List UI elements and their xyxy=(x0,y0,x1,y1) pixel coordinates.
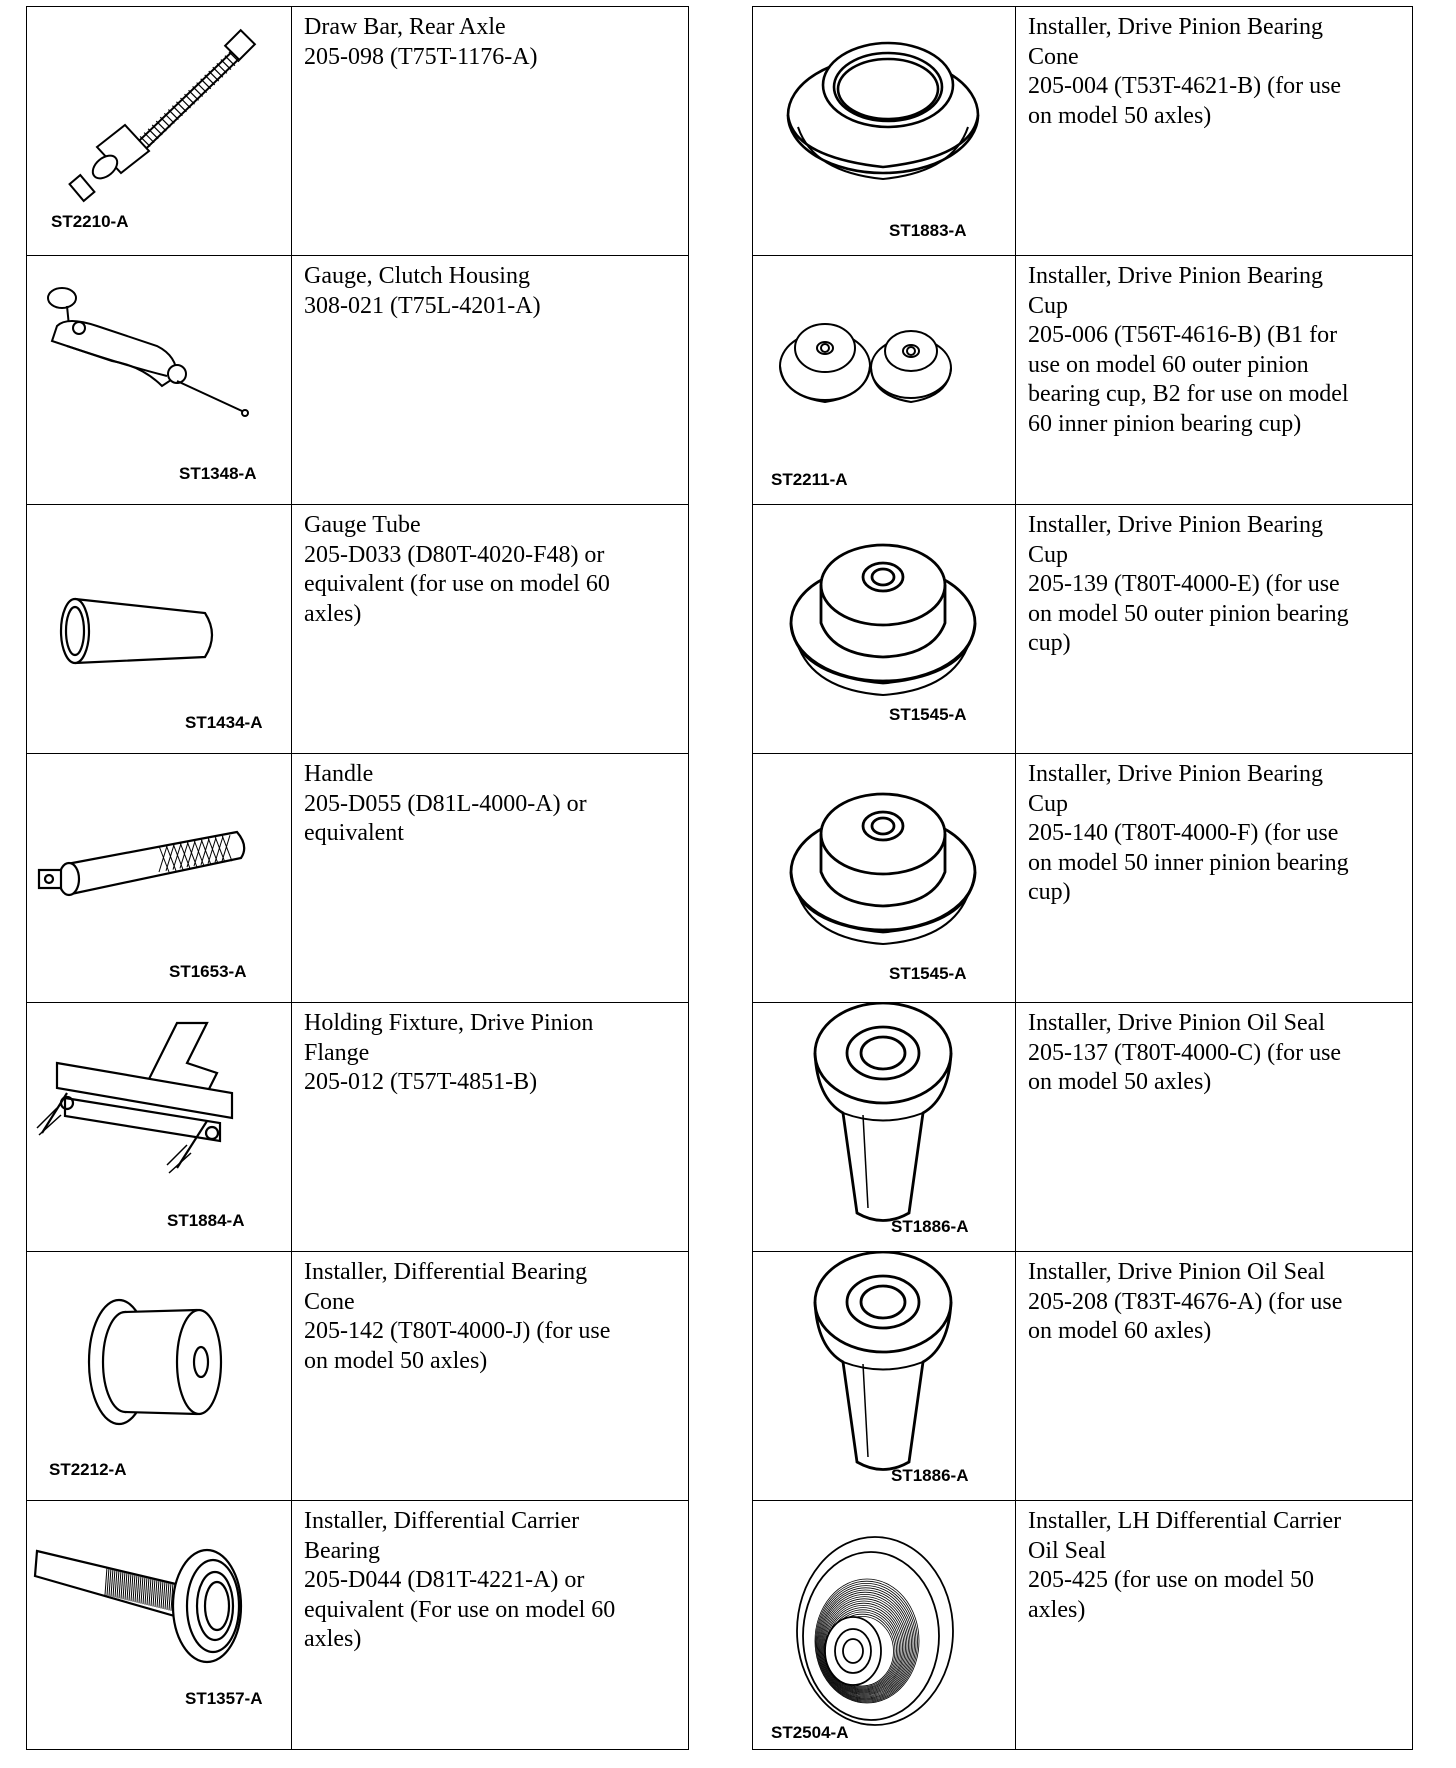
description-line: axles) xyxy=(1028,1596,1086,1623)
description-line: 205-D055 (D81L-4000-A) or xyxy=(304,790,587,817)
tool-illustration-cell xyxy=(27,1003,292,1252)
tool-row xyxy=(753,256,1413,505)
description-line: Flange xyxy=(304,1039,370,1066)
tool-row xyxy=(753,754,1413,1003)
description-line: Installer, Drive Pinion Bearing xyxy=(1028,14,1323,40)
description-line: 205-012 (T57T-4851-B) xyxy=(304,1069,538,1095)
tool-row xyxy=(27,7,689,256)
tool-description-cell xyxy=(292,1501,689,1750)
description-line: Installer, Drive Pinion Oil Seal xyxy=(1028,1259,1325,1285)
description-line: equivalent (For use on model 60 xyxy=(304,1596,616,1623)
tool-illustration-cell xyxy=(753,1003,1016,1252)
illustration-code: ST1434-A xyxy=(185,713,263,732)
description-line: on model 60 axles) xyxy=(1028,1318,1212,1344)
tool-illustration-cell xyxy=(27,1501,292,1750)
description-line: on model 50 axles) xyxy=(1028,102,1212,129)
description-line: 205-139 (T80T-4000-E) (for use xyxy=(1028,571,1340,597)
description-line: Bearing xyxy=(304,1537,380,1564)
illustration-code: ST1883-A xyxy=(889,221,967,240)
tool-description xyxy=(304,262,688,321)
tool-illustration-cell xyxy=(27,505,292,754)
tool-description-cell xyxy=(1016,256,1413,505)
description-line: Installer, Differential Bearing xyxy=(304,1259,588,1285)
tool-illustration-cell xyxy=(27,256,292,505)
seal-installer-icon xyxy=(753,1003,1013,1251)
illustration-code: ST2504-A xyxy=(771,1723,849,1742)
tool-description xyxy=(304,1507,688,1655)
ring-installer-icon xyxy=(753,7,1013,255)
tool-description-cell xyxy=(292,754,689,1003)
cup-installer-icon xyxy=(753,754,1013,1002)
illustration-code: ST1545-A xyxy=(889,964,967,983)
tool-row xyxy=(27,1501,689,1750)
tool-illustration-cell xyxy=(27,7,292,256)
tool-description xyxy=(1028,511,1412,659)
illustration-code: ST1884-A xyxy=(167,1211,245,1230)
tool-illustration-cell xyxy=(753,256,1016,505)
tool-description xyxy=(304,1258,688,1376)
tool-row xyxy=(27,505,689,754)
tool-description-cell xyxy=(1016,1003,1413,1252)
illustration-code: ST1653-A xyxy=(169,962,247,981)
description-line: Cup xyxy=(1028,790,1069,817)
tool-description xyxy=(304,511,688,629)
description-line: Draw Bar, Rear Axle xyxy=(304,14,506,40)
illustration-code: ST1886-A xyxy=(891,1217,969,1236)
illustration-code: ST1886-A xyxy=(891,1466,969,1485)
tool-description xyxy=(1028,1258,1412,1347)
description-line: cup) xyxy=(1028,630,1071,656)
description-line: Handle xyxy=(304,761,374,787)
tool-row xyxy=(753,1003,1413,1252)
carrier-seal-installer-icon xyxy=(753,1501,1013,1749)
description-line: 205-098 (T75T-1176-A) xyxy=(304,43,538,70)
tool-description-cell xyxy=(1016,505,1413,754)
description-line: 205-140 (T80T-4000-F) (for use xyxy=(1028,820,1339,846)
tool-illustration-cell xyxy=(27,754,292,1003)
description-line: 205-142 (T80T-4000-J) (for use xyxy=(304,1318,611,1344)
description-line: 205-137 (T80T-4000-C) (for use xyxy=(1028,1039,1342,1066)
tool-row xyxy=(27,1252,689,1501)
description-line: Cone xyxy=(1028,43,1079,70)
description-line: Installer, LH Differential Carrier xyxy=(1028,1508,1342,1534)
description-line: Cone xyxy=(304,1288,355,1315)
description-line: axles) xyxy=(304,1626,362,1652)
description-line: Installer, Drive Pinion Bearing xyxy=(1028,263,1323,289)
tool-description xyxy=(304,1009,688,1098)
description-line: 205-425 (for use on model 50 xyxy=(1028,1567,1314,1593)
carrier-bearing-installer-icon xyxy=(27,1501,287,1749)
description-line: 60 inner pinion bearing cup) xyxy=(1028,410,1302,437)
tool-description xyxy=(304,760,688,849)
illustration-code: ST2212-A xyxy=(49,1460,127,1479)
illustration-code: ST1545-A xyxy=(889,705,967,724)
description-line: 205-006 (T56T-4616-B) (B1 for xyxy=(1028,322,1338,348)
tool-description-cell xyxy=(292,1003,689,1252)
tool-description-cell xyxy=(1016,1501,1413,1750)
description-line: Oil Seal xyxy=(1028,1537,1106,1564)
description-line: Installer, Drive Pinion Bearing xyxy=(1028,761,1323,787)
tool-description-cell xyxy=(1016,754,1413,1003)
description-line: on model 50 inner pinion bearing xyxy=(1028,849,1349,876)
description-line: on model 50 outer pinion bearing xyxy=(1028,600,1349,627)
description-line: equivalent xyxy=(304,820,404,846)
description-line: Cup xyxy=(1028,541,1069,568)
tool-description-cell xyxy=(292,256,689,505)
description-line: axles) xyxy=(304,600,362,627)
description-line: Installer, Differential Carrier xyxy=(304,1508,580,1534)
tool-description xyxy=(1028,760,1412,908)
tool-description-cell xyxy=(1016,1252,1413,1501)
tool-row xyxy=(753,1252,1413,1501)
left-tool-table xyxy=(26,6,689,1750)
tool-row xyxy=(27,256,689,505)
description-line: 205-004 (T53T-4621-B) (for use xyxy=(1028,73,1342,99)
cup-installer-icon xyxy=(753,505,1013,753)
tool-row xyxy=(27,754,689,1003)
tool-illustration-cell xyxy=(753,505,1016,754)
tool-row xyxy=(753,7,1413,256)
description-line: 308-021 (T75L-4201-A) xyxy=(304,292,541,319)
tool-description-cell xyxy=(292,7,689,256)
illustration-code: ST2210-A xyxy=(51,212,129,231)
tool-description xyxy=(304,13,688,72)
tool-row xyxy=(753,1501,1413,1750)
description-line: use on model 60 outer pinion xyxy=(1028,351,1309,378)
seal-installer-icon xyxy=(753,1252,1013,1500)
description-line: Cup xyxy=(1028,292,1069,319)
tool-illustration-cell xyxy=(753,754,1016,1003)
description-line: Gauge, Clutch Housing xyxy=(304,263,530,289)
description-line: equivalent (for use on model 60 xyxy=(304,571,610,597)
tool-illustration-cell xyxy=(753,1252,1016,1501)
description-line: Holding Fixture, Drive Pinion xyxy=(304,1010,594,1036)
description-line: 205-D044 (D81T-4221-A) or xyxy=(304,1567,585,1593)
tool-description xyxy=(1028,13,1412,131)
description-line: on model 50 axles) xyxy=(304,1347,488,1374)
tool-row xyxy=(753,505,1413,754)
twin-installer-icon xyxy=(753,256,1013,504)
description-line: Installer, Drive Pinion Bearing xyxy=(1028,512,1323,538)
illustration-code: ST1357-A xyxy=(185,1689,263,1708)
description-line: 205-D033 (D80T-4020-F48) or xyxy=(304,541,605,568)
description-line: Gauge Tube xyxy=(304,512,421,538)
illustration-code: ST2211-A xyxy=(771,470,848,489)
tool-row xyxy=(27,1003,689,1252)
tool-illustration-cell xyxy=(27,1252,292,1501)
tool-description-cell xyxy=(292,505,689,754)
holding-fixture-icon xyxy=(27,1003,287,1251)
tool-description xyxy=(1028,1009,1412,1098)
tool-description-cell xyxy=(292,1252,689,1501)
tool-illustration-cell xyxy=(753,1501,1016,1750)
tool-description xyxy=(1028,262,1412,439)
illustration-code: ST1348-A xyxy=(179,464,257,483)
tool-illustration-cell xyxy=(753,7,1016,256)
description-line: 205-208 (T83T-4676-A) (for use xyxy=(1028,1288,1343,1315)
tool-description-cell xyxy=(1016,7,1413,256)
description-line: Installer, Drive Pinion Oil Seal xyxy=(1028,1010,1325,1036)
tool-description xyxy=(1028,1507,1412,1625)
right-tool-table xyxy=(752,6,1413,1750)
description-line: cup) xyxy=(1028,879,1071,905)
description-line: bearing cup, B2 for use on model xyxy=(1028,381,1349,407)
description-line: on model 50 axles) xyxy=(1028,1069,1212,1095)
handle-icon xyxy=(27,754,287,1002)
